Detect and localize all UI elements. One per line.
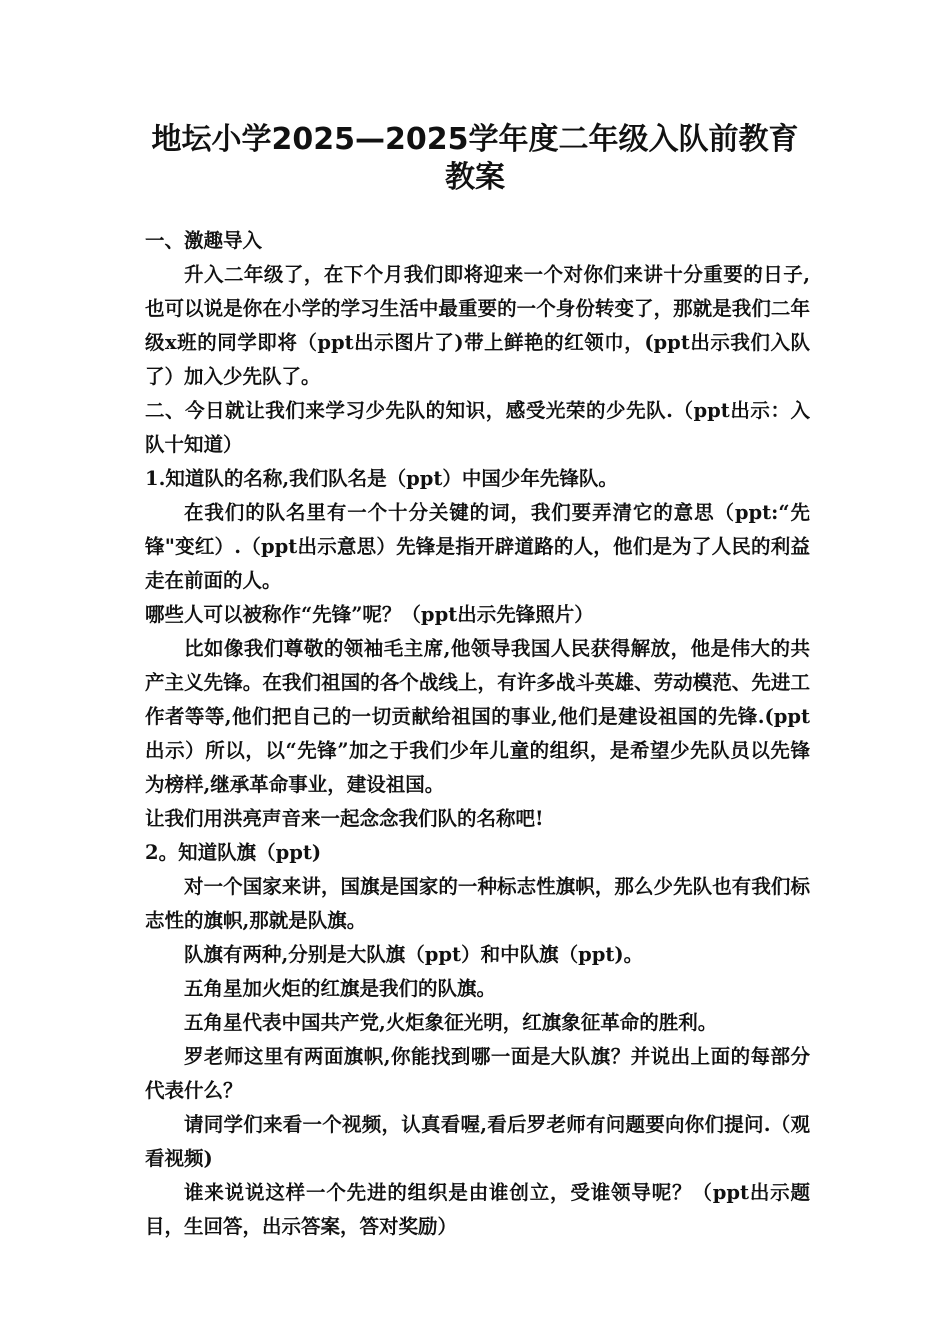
paragraph: 比如像我们尊敬的领袖毛主席,他领导我国人民获得解放，他是伟大的共产主义先锋。在我们祖国的各个战线上，有许多战斗英雄、劳动模范、先进工作者等等,他们把自己的一切贡献给祖国的事业,他们是建设祖国的先锋.(ppt出示）所以，以“先锋”加之于我们少年儿童的组织，是希望少先队员以先锋为榜样,继承革命事业，建设祖国。 bbox=[145, 637, 810, 796]
document-body bbox=[145, 224, 810, 1244]
paragraph: 谁来说说这样一个先进的组织是由谁创立，受谁领导呢？（ppt出示题目，生回答，出示答案，答对奖励） bbox=[145, 1181, 810, 1238]
paragraph: 请同学们来看一个视频，认真看喔,看后罗老师有问题要向你们提问.（观看视频) bbox=[145, 1113, 810, 1170]
paragraph: 五角星代表中国共产党,火炬象征光明，红旗象征革命的胜利。 bbox=[184, 1011, 718, 1034]
subheading-team-flag: 2。知道队旗（ppt) bbox=[145, 841, 322, 864]
section-heading-knowledge: 二、今日就让我们来学习少先队的知识，感受光荣的少先队.（ppt出示：入队十知道） bbox=[145, 399, 810, 456]
subheading-team-name: 1.知道队的名称,我们队名是（ppt）中国少年先锋队。 bbox=[145, 467, 618, 490]
paragraph: 哪些人可以被称作“先锋”呢？（ppt出示先锋照片） bbox=[145, 603, 594, 626]
paragraph: 升入二年级了，在下个月我们即将迎来一个对你们来讲十分重要的日子,也可以说是你在小学的学习生活中最重要的一个身份转变了，那就是我们二年级x班的同学即将（ppt出示图片了)带上鲜艳的红领巾，(ppt出示我们入队了）加入少先队了。 bbox=[145, 263, 810, 388]
paragraph: 对一个国家来讲，国旗是国家的一种标志性旗帜，那么少先队也有我们标志性的旗帜,那就是队旗。 bbox=[145, 875, 810, 932]
paragraph: 让我们用洪亮声音来一起念念我们队的名称吧! bbox=[145, 807, 544, 830]
section-heading-intro: 一、激趣导入 bbox=[145, 229, 263, 252]
paragraph: 罗老师这里有两面旗帜,你能找到哪一面是大队旗？并说出上面的每部分代表什么？ bbox=[145, 1045, 810, 1102]
paragraph: 五角星加火炬的红旗是我们的队旗。 bbox=[184, 977, 497, 1000]
paragraph: 队旗有两种,分别是大队旗（ppt）和中队旗（ppt)。 bbox=[184, 943, 644, 966]
document-title-line1: 地坛小学2025—2025学年度二年级入队前教育 bbox=[151, 122, 799, 157]
paragraph: 在我们的队名里有一个十分关键的词，我们要弄清它的意思（ppt:“先锋"变红）.（ppt出示意思）先锋是指开辟道路的人，他们是为了人民的利益走在前面的人。 bbox=[145, 501, 810, 592]
document-title-line2: 教案 bbox=[445, 160, 505, 195]
